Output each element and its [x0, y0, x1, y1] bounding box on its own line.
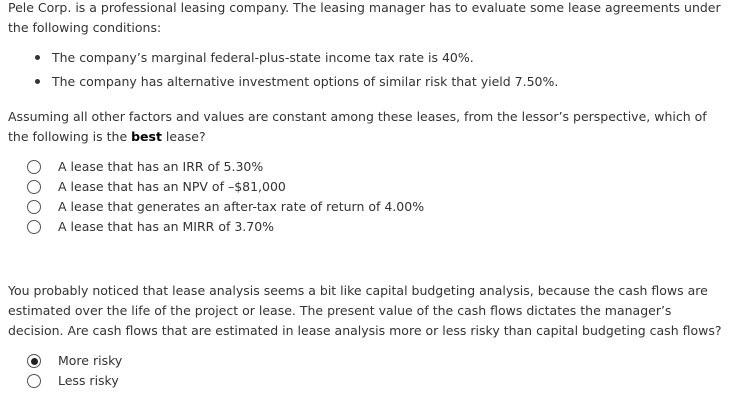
option-less-risky[interactable]: [27, 371, 122, 391]
bullet-icon: [35, 79, 40, 84]
radio-button[interactable]: [27, 374, 41, 388]
option-irr[interactable]: [27, 157, 424, 177]
radio-button[interactable]: [27, 200, 41, 214]
conditions-list: [8, 46, 558, 94]
option-label: A lease that has an NPV of –$81,000: [58, 179, 286, 194]
option-mirr[interactable]: [27, 217, 424, 237]
radio-button[interactable]: [27, 160, 41, 174]
radio-button[interactable]: [27, 180, 41, 194]
question-text-end: lease?: [161, 129, 206, 144]
option-label: Less risky: [58, 373, 119, 388]
option-more-risky[interactable]: [27, 351, 122, 371]
question-best-lease: [8, 107, 730, 147]
question-risk: You probably noticed that lease analysis seems a bit like capital budgeting analysis, because the cash flows are estimated over the life of the project or lease. The present value of the cash flows dictates the manager’s decision. Are cash flows that are estimated in lease analysis more or less risky than capital budgeting cash flows?: [8, 283, 722, 338]
best-lease-options: [27, 157, 424, 237]
condition-item-alt-investment: [8, 70, 558, 94]
question-emphasis: best: [131, 129, 162, 144]
condition-text: The company has alternative investment options of similar risk that yield 7.50%.: [52, 74, 559, 89]
option-label: A lease that has an IRR of 5.30%: [58, 159, 264, 174]
option-after-tax-return[interactable]: [27, 197, 424, 217]
radio-button-selected[interactable]: [27, 354, 41, 368]
question-text: Assuming all other factors and values are constant among these leases, from the lessor’s perspective, which of the following is the: [8, 109, 707, 144]
intro-paragraph: Pele Corp. is a professional leasing company. The leasing manager has to evaluate some lease agreements under the following conditions:: [8, 0, 721, 35]
condition-item-tax-rate: [8, 46, 558, 70]
option-label: More risky: [58, 353, 123, 368]
condition-text: The company’s marginal federal-plus-state income tax rate is 40%.: [52, 50, 474, 65]
option-label: A lease that has an MIRR of 3.70%: [58, 219, 275, 234]
risk-options: [27, 351, 122, 391]
option-npv[interactable]: [27, 177, 424, 197]
option-label: A lease that generates an after-tax rate of return of 4.00%: [58, 199, 425, 214]
radio-button[interactable]: [27, 220, 41, 234]
bullet-icon: [35, 55, 40, 60]
